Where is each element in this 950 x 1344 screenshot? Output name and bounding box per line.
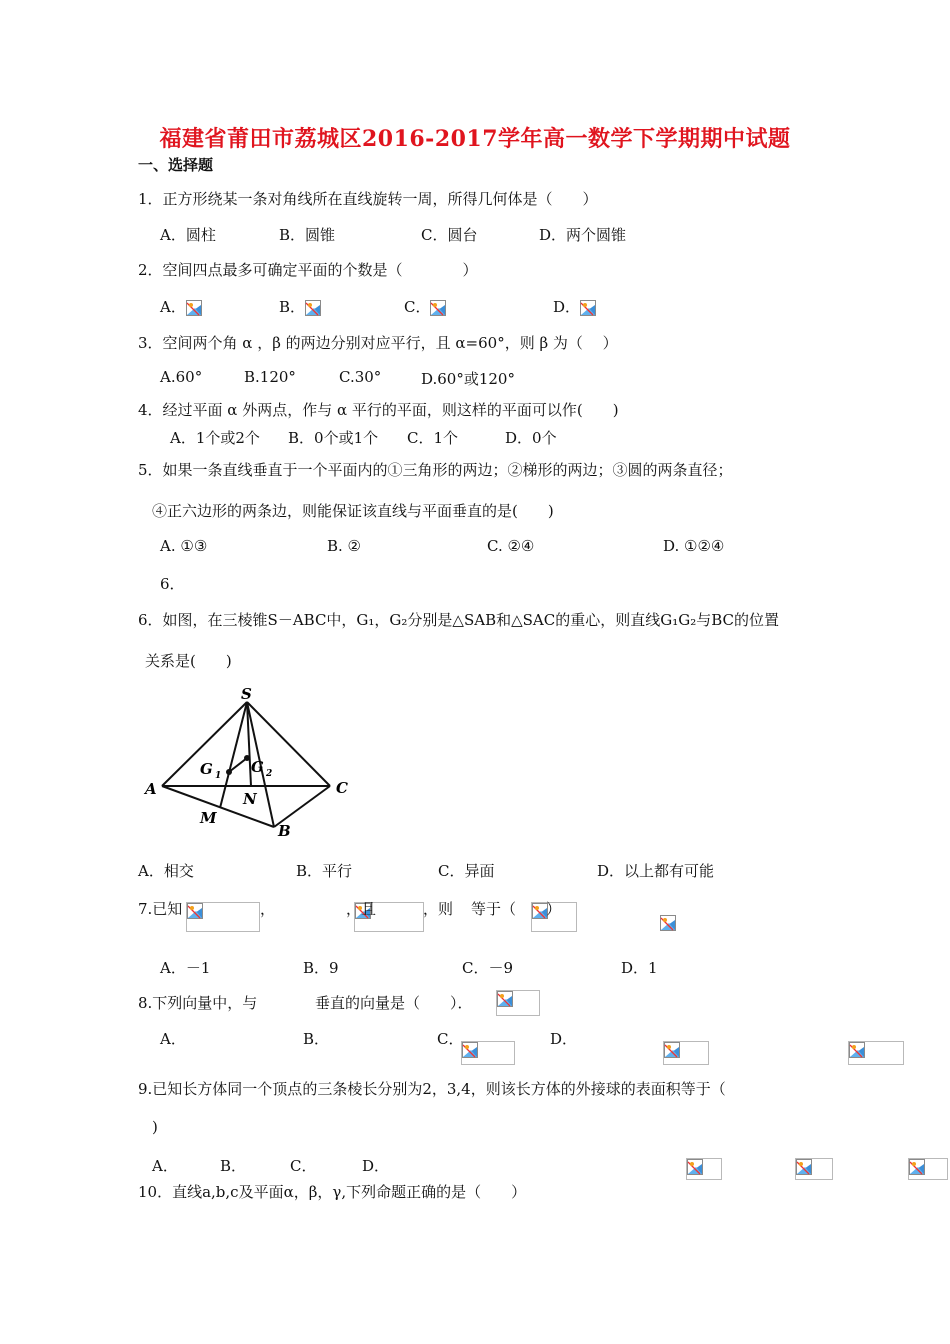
formula-image-placeholder [908,1158,948,1180]
formula-image-placeholder [848,1041,904,1065]
page-title: 福建省莆田市荔城区2016-2017学年高一数学下学期期中试题 [159,126,791,152]
q7-option-b: B．9 [303,959,339,977]
q5-option-a: A. ①③ [160,537,208,555]
q6-option-b: B．平行 [296,862,353,880]
q4-option-d: D．0个 [505,429,557,447]
question-6-number-stray: 6． [160,575,185,593]
g1-point [226,769,232,775]
question-2-stem: 2．空间四点最多可确定平面的个数是（ ） [138,261,478,279]
q7-option-a: A．－1 [160,959,211,977]
q9-option-c-label: C． [290,1157,317,1175]
formula-image-placeholder [496,990,540,1016]
label-g2: G [251,758,264,776]
label-a: A [145,780,157,798]
q2-option-c-label: C． [404,298,431,316]
broken-image-icon [305,300,321,316]
q8-option-a-label: A． [160,1030,186,1048]
q9-option-b-label: B． [220,1157,247,1175]
question-7-sep3: ，则 [423,900,454,918]
label-g1-sub: 1 [215,771,222,781]
formula-image-placeholder [686,1158,722,1180]
q4-option-b: B．0个或1个 [288,429,379,447]
q8-option-b-label: B． [303,1030,330,1048]
question-7-suffix: 等于（ ） [471,900,562,918]
section-heading: 一、选择题 [138,156,214,174]
q6-option-a: A．相交 [138,862,194,880]
formula-image-placeholder [663,1041,709,1065]
question-3-stem: 3．空间两个角 α ，β 的两边分别对应平行，且 α=60°，则 β 为（ ） [138,334,618,352]
q3-option-c: C.30° [339,368,382,386]
q5-option-d: D. ①②④ [663,537,725,555]
question-1-stem: 1．正方形绕某一条对角线所在直线旋转一周，所得几何体是（ ） [138,190,598,208]
q1-option-c: C．圆台 [421,226,478,244]
q9-option-a-label: A． [152,1157,178,1175]
formula-image-placeholder [795,1158,833,1180]
q4-option-c: C．1个 [407,429,459,447]
question-7-sep2: ，且 [346,900,377,918]
q7-option-c: C．－9 [462,959,514,977]
broken-image-icon [660,915,676,931]
label-g2-sub: 2 [266,769,273,779]
pyramid-figure [140,682,360,842]
question-7-prefix: 7.已知 [138,900,183,918]
question-6-stem-line1: 6．如图，在三棱锥S－ABC中，G₁，G₂分别是△SAB和△SAC的重心，则直线G₁G₂与BC的位置 [138,611,779,629]
broken-image-icon [186,300,202,316]
q5-option-c: C. ②④ [487,537,535,555]
question-9-stem-line2: ) [152,1118,158,1136]
question-8-suffix: 垂直的向量是（ ）． [315,994,473,1012]
q4-option-a: A．1个或2个 [170,429,260,447]
label-n: N [243,790,257,808]
formula-image-placeholder [461,1041,515,1065]
question-10-stem: 10．直线a,b,c及平面α，β，γ,下列命题正确的是（ ） [138,1183,527,1201]
label-s: S [241,685,252,703]
q7-option-d: D．1 [621,959,658,977]
q2-option-b [279,296,321,317]
q3-option-a: A.60° [160,368,203,386]
formula-image-placeholder [186,902,260,932]
q2-option-a [160,296,202,317]
q1-option-b: B．圆锥 [279,226,336,244]
q3-option-b: B.120° [244,368,296,386]
q5-option-b: B. ② [327,537,362,555]
question-8-prefix: 8.下列向量中，与 [138,994,258,1012]
question-5-stem-line2: ④正六边形的两条边，则能保证该直线与平面垂直的是( ) [152,502,554,520]
question-7-sep1: ， [260,900,276,918]
q2-option-b-label: B． [279,298,306,316]
q2-option-d-label: D． [553,298,581,316]
question-4-stem: 4．经过平面 α 外两点，作与 α 平行的平面，则这样的平面可以作( ) [138,401,619,419]
label-c: C [336,779,348,797]
q3-option-d: D.60°或120° [421,370,515,388]
q1-option-a: A．圆柱 [160,226,216,244]
q9-option-d-label: D． [362,1157,390,1175]
q6-option-c: C．异面 [438,862,495,880]
q2-option-a-label: A． [160,298,186,316]
q2-option-d [553,296,596,317]
broken-image-icon [430,300,446,316]
label-m: M [200,809,217,827]
question-9-stem-line1: 9.已知长方体同一个顶点的三条棱长分别为2，3,4，则该长方体的外接球的表面积等于（ [138,1080,726,1098]
broken-image-icon [580,300,596,316]
question-5-stem-line1: 5．如果一条直线垂直于一个平面内的①三角形的两边；②梯形的两边；③圆的两条直径； [138,461,733,479]
q2-option-c [404,296,446,317]
q8-option-d-label: D． [550,1030,578,1048]
label-b: B [278,822,291,840]
question-6-stem-line2: 关系是( ) [145,652,232,670]
g2-point [244,755,250,761]
q1-option-d: D．两个圆锥 [539,226,627,244]
label-g1: G [200,760,213,778]
q8-option-c-label: C． [437,1030,464,1048]
q6-option-d: D．以上都有可能 [597,862,715,880]
